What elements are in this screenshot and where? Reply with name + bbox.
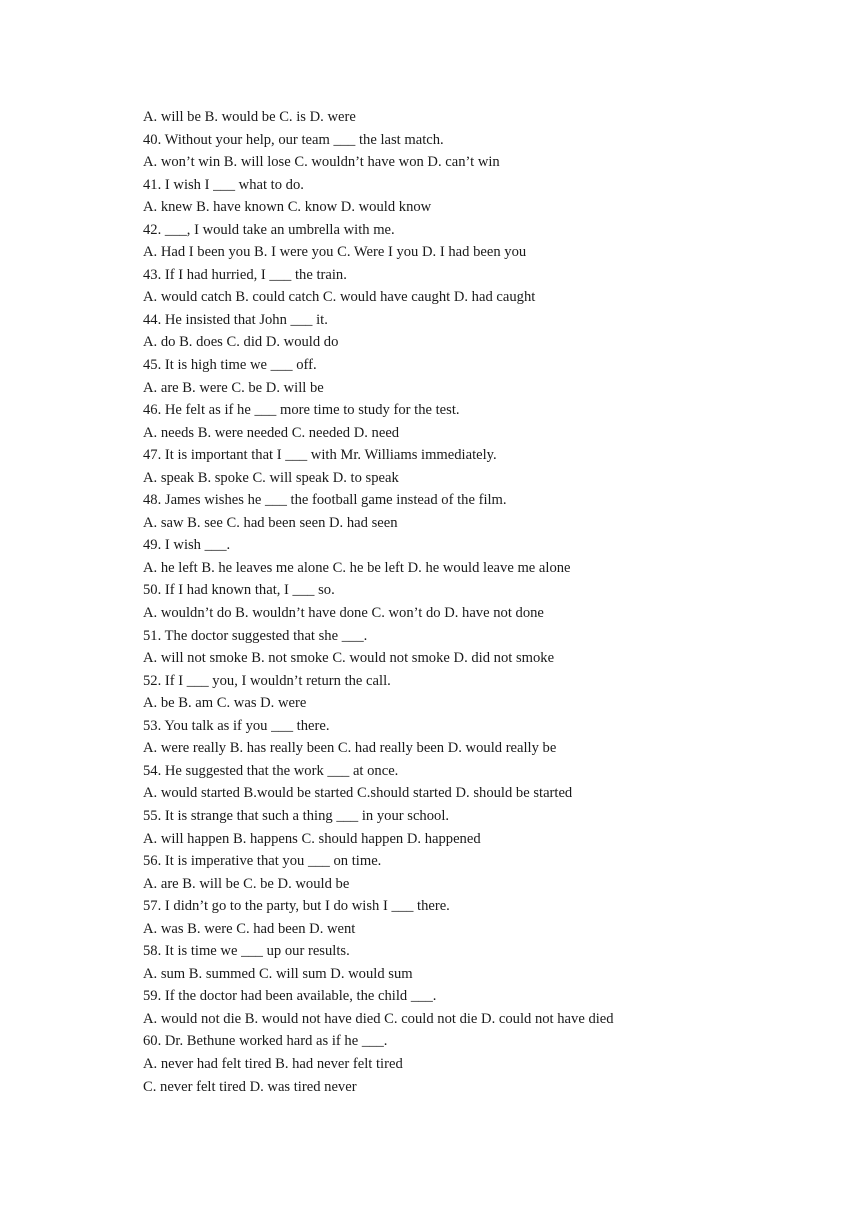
question-line: 50. If I had known that, I ___ so.	[143, 582, 335, 599]
question-line: 56. It is imperative that you ___ on time.	[143, 853, 382, 870]
options-line: A. saw B. see C. had been seen D. had seen	[143, 514, 398, 531]
question-line: 60. Dr. Bethune worked hard as if he ___.	[143, 1033, 388, 1050]
options-line: A. wouldn’t do B. wouldn’t have done C. won’t do D. have not done	[143, 605, 544, 622]
question-line: 45. It is high time we ___ off.	[143, 357, 317, 374]
question-line: 40. Without your help, our team ___ the last match.	[143, 131, 444, 148]
options-line: A. was B. were C. had been D. went	[143, 920, 356, 937]
options-line: A. needs B. were needed C. needed D. need	[143, 424, 400, 441]
document-page	[143, 106, 843, 1098]
question-line: 47. It is important that I ___ with Mr. Williams immediately.	[143, 447, 497, 464]
question-line: 43. If I had hurried, I ___ the train.	[143, 266, 347, 283]
question-line: 42. ___, I would take an umbrella with me.	[143, 221, 395, 238]
options-line: A. will not smoke B. not smoke C. would not smoke D. did not smoke	[143, 650, 555, 667]
options-line: A. will happen B. happens C. should happen D. happened	[143, 830, 481, 847]
question-line: 41. I wish I ___ what to do.	[143, 176, 304, 193]
question-line: 48. James wishes he ___ the football game instead of the film.	[143, 492, 507, 509]
options-line: A. were really B. has really been C. had really been D. would really be	[143, 740, 557, 757]
options-line: A. Had I been you B. I were you C. Were I you D. I had been you	[143, 244, 527, 261]
question-line: 58. It is time we ___ up our results.	[143, 943, 350, 960]
options-line: A. knew B. have known C. know D. would know	[143, 199, 432, 216]
options-line: A. are B. will be C. be D. would be	[143, 875, 350, 892]
options-line: A. speak B. spoke C. will speak D. to speak	[143, 469, 399, 486]
question-line: 46. He felt as if he ___ more time to study for the test.	[143, 402, 460, 419]
options-line: A. would started B.would be started C.should started D. should be started	[143, 785, 573, 802]
options-line: C. never felt tired D. was tired never	[143, 1078, 357, 1095]
question-line: 52. If I ___ you, I wouldn’t return the call.	[143, 672, 391, 689]
options-line: A. are B. were C. be D. will be	[143, 379, 324, 396]
options-line: A. he left B. he leaves me alone C. he be left D. he would leave me alone	[143, 559, 571, 576]
options-line: A. sum B. summed C. will sum D. would sum	[143, 965, 413, 982]
question-line: 49. I wish ___.	[143, 537, 231, 554]
question-line: 59. If the doctor had been available, the child ___.	[143, 988, 437, 1005]
options-line: A. would not die B. would not have died C. could not die D. could not have died	[143, 1010, 614, 1027]
question-line: 51. The doctor suggested that she ___.	[143, 627, 368, 644]
question-line: 54. He suggested that the work ___ at once.	[143, 762, 399, 779]
options-line: A. won’t win B. will lose C. wouldn’t have won D. can’t win	[143, 154, 500, 171]
options-line: A. never had felt tired B. had never felt tired	[143, 1055, 403, 1072]
options-line: A. would catch B. could catch C. would have caught D. had caught	[143, 289, 536, 306]
options-line: A. will be B. would be C. is D. were	[143, 109, 356, 125]
options-line: A. be B. am C. was D. were	[143, 695, 307, 712]
question-line: 53. You talk as if you ___ there.	[143, 717, 330, 734]
question-line: 57. I didn’t go to the party, but I do wish I ___ there.	[143, 898, 450, 915]
question-line: 55. It is strange that such a thing ___ in your school.	[143, 807, 450, 824]
question-line: 44. He insisted that John ___ it.	[143, 311, 328, 328]
options-line: A. do B. does C. did D. would do	[143, 334, 339, 351]
